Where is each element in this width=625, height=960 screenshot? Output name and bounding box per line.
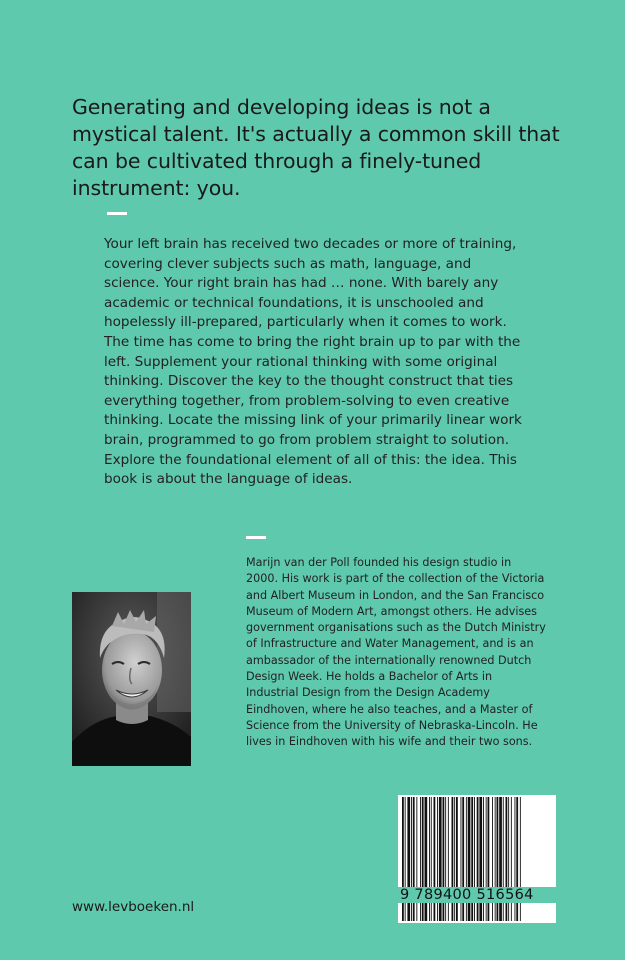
back-cover-headline: Generating and developing ideas is not a mystical talent. It's actually a common skill that can be cultivated through a finely-tuned instrument: you.	[72, 95, 560, 200]
decorative-dash	[246, 536, 266, 539]
isbn-number: 9 789400 516564	[398, 887, 560, 903]
decorative-dash	[107, 212, 127, 215]
book-description: Your left brain has received two decades or more of training, covering clever subjects such as math, language, and science. Your right brain has had … none. With barely any academic or technical foundations, it is unschooled and hopelessly ill-prepared, particularly when it comes to work. The time has come to bring the right brain up to par with the left. Supplement your rational thinking with some original thinking. Discover the key to the thought construct that ties everything together, from problem-solving to even creative thinking. Locate the missing link of your primarily linear work brain, programmed to go from problem straight to solution. Explore the foundational element of all of this: the idea. This book is about the language of ideas.	[104, 236, 522, 488]
isbn-barcode	[398, 795, 556, 923]
author-bio: Marijn van der Poll founded his design studio in 2000. His work is part of the collection of the Victoria and Albert Museum in London, and the San Francisco Museum of Modern Art, amongst others. He advises government organisations such as the Dutch Ministry of Infrastructure and Water Management, and is an ambassador of the internationally renowned Dutch Design Week. He holds a Bachelor of Arts in Industrial Design from the Design Academy Eindhoven, where he also teaches, and a Master of Science from the University of Nebraska-Lincoln. He lives in Eindhoven with his wife and their two sons.	[246, 556, 546, 749]
author-photo	[72, 592, 191, 766]
publisher-url[interactable]: www.levboeken.nl	[72, 899, 195, 915]
